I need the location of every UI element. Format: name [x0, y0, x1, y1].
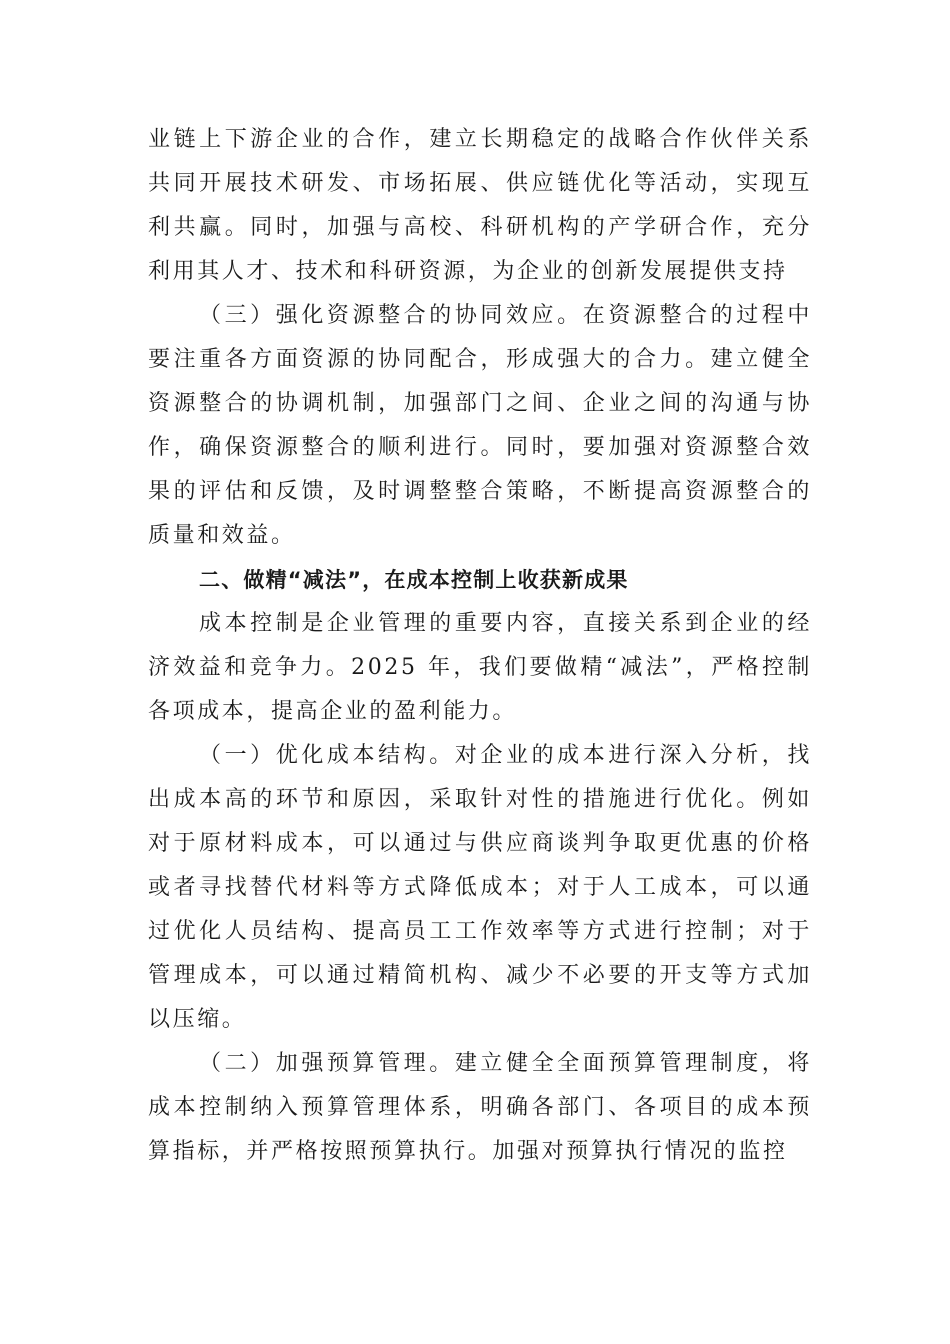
- item-1-text: 对企业的成本进行深入分析，找出成本高的环节和原因，采取针对性的措施进行优化。例如对于原材料成本，可以通过与供应商谈判争取更优惠的价格或者寻找替代材料等方式降低成本；对于人工成本，可以通过优化人员结构、提高员工工作效率等方式进行控制；对于管理成本，可以通过精简机构、减少不必要的开支等方式加以压缩。: [148, 743, 812, 1032]
- item-2-text: 建立健全全面预算管理制度，将成本控制纳入预算管理体系，明确各部门、各项目的成本预算指标，并严格按照预算执行。加强对预算执行情况的监控: [148, 1051, 812, 1164]
- paragraph-continuation: 业链上下游企业的合作，建立长期稳定的战略合作伙伴关系共同开展技术研发、市场拓展、供应链优化等活动，实现互利共赢。同时，加强与高校、科研机构的产学研合作，充分利用其人才、技术和科研资源，为企业的创新发展提供支持: [148, 127, 812, 284]
- item-2-title: （二）加强预算管理。: [199, 1051, 455, 1076]
- item-3-title: （三）强化资源整合的协同效应。: [199, 303, 583, 328]
- paragraph-item-1: [148, 734, 812, 1042]
- item-1-title: （一）优化成本结构。: [199, 743, 455, 768]
- document-body: [148, 118, 812, 1174]
- paragraph-section-2-intro: 成本控制是企业管理的重要内容，直接关系到企业的经济效益和竞争力。2025 年，我们要做精“减法”，严格控制各项成本，提高企业的盈利能力。: [148, 611, 812, 724]
- paragraph-item-3: [148, 294, 812, 558]
- paragraph-item-2: [148, 1042, 812, 1174]
- item-3-text: 在资源整合的过程中要注重各方面资源的协同配合，形成强大的合力。建立健全资源整合的协调机制，加强部门之间、企业之间的沟通与协作，确保资源整合的顺利进行。同时，要加强对资源整合效果的评估和反馈，及时调整整合策略，不断提高资源整合的质量和效益。: [148, 303, 812, 548]
- section-heading-2: 二、做精“减法”，在成本控制上收获新成果: [199, 568, 629, 592]
